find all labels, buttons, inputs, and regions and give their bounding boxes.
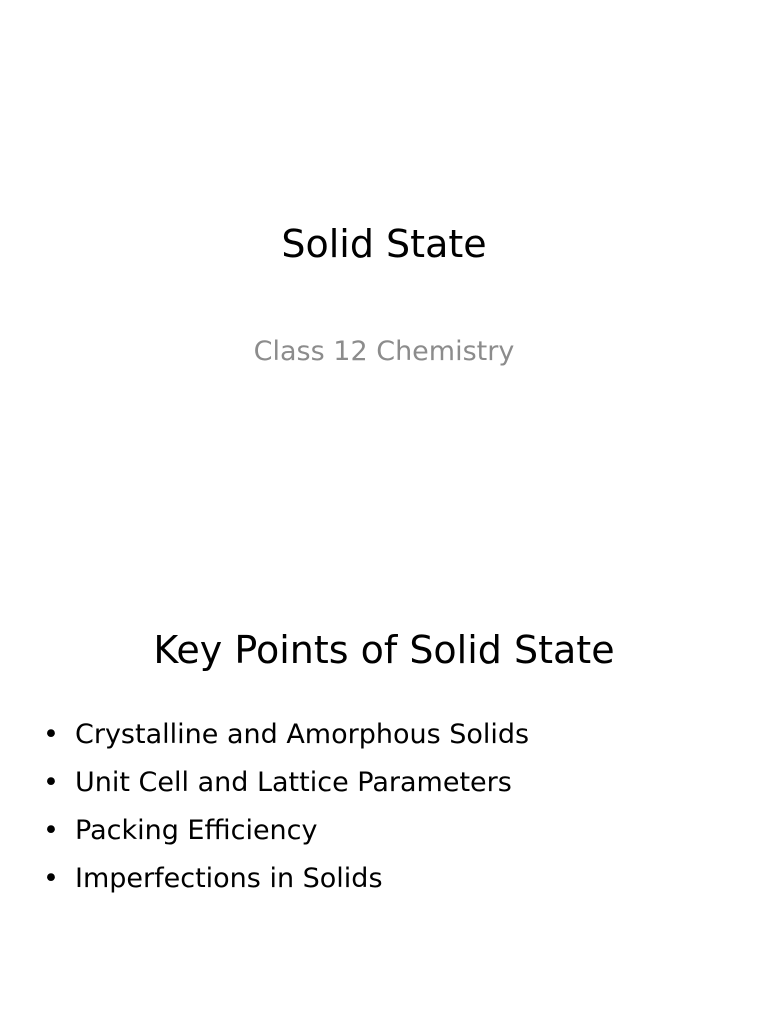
bullet-icon: • <box>43 719 59 750</box>
bullet-item <box>43 859 529 907</box>
bullet-text: Crystalline and Amorphous Solids <box>75 719 530 750</box>
bullet-text: Unit Cell and Lattice Parameters <box>75 767 512 798</box>
bullet-list <box>43 715 529 907</box>
bullet-item <box>43 763 529 811</box>
bullet-item <box>43 715 529 763</box>
bullet-icon: • <box>43 767 59 798</box>
bullet-icon: • <box>43 815 59 846</box>
slide-title: Key Points of Solid State <box>153 628 615 672</box>
slide-title: Solid State <box>281 222 487 266</box>
bullet-item <box>43 811 529 859</box>
slide-subtitle: Class 12 Chemistry <box>253 336 515 367</box>
bullet-text: Imperfections in Solids <box>75 863 383 894</box>
bullet-icon: • <box>43 863 59 894</box>
content-slide <box>0 512 768 1024</box>
bullet-text: Packing Efficiency <box>75 815 318 846</box>
